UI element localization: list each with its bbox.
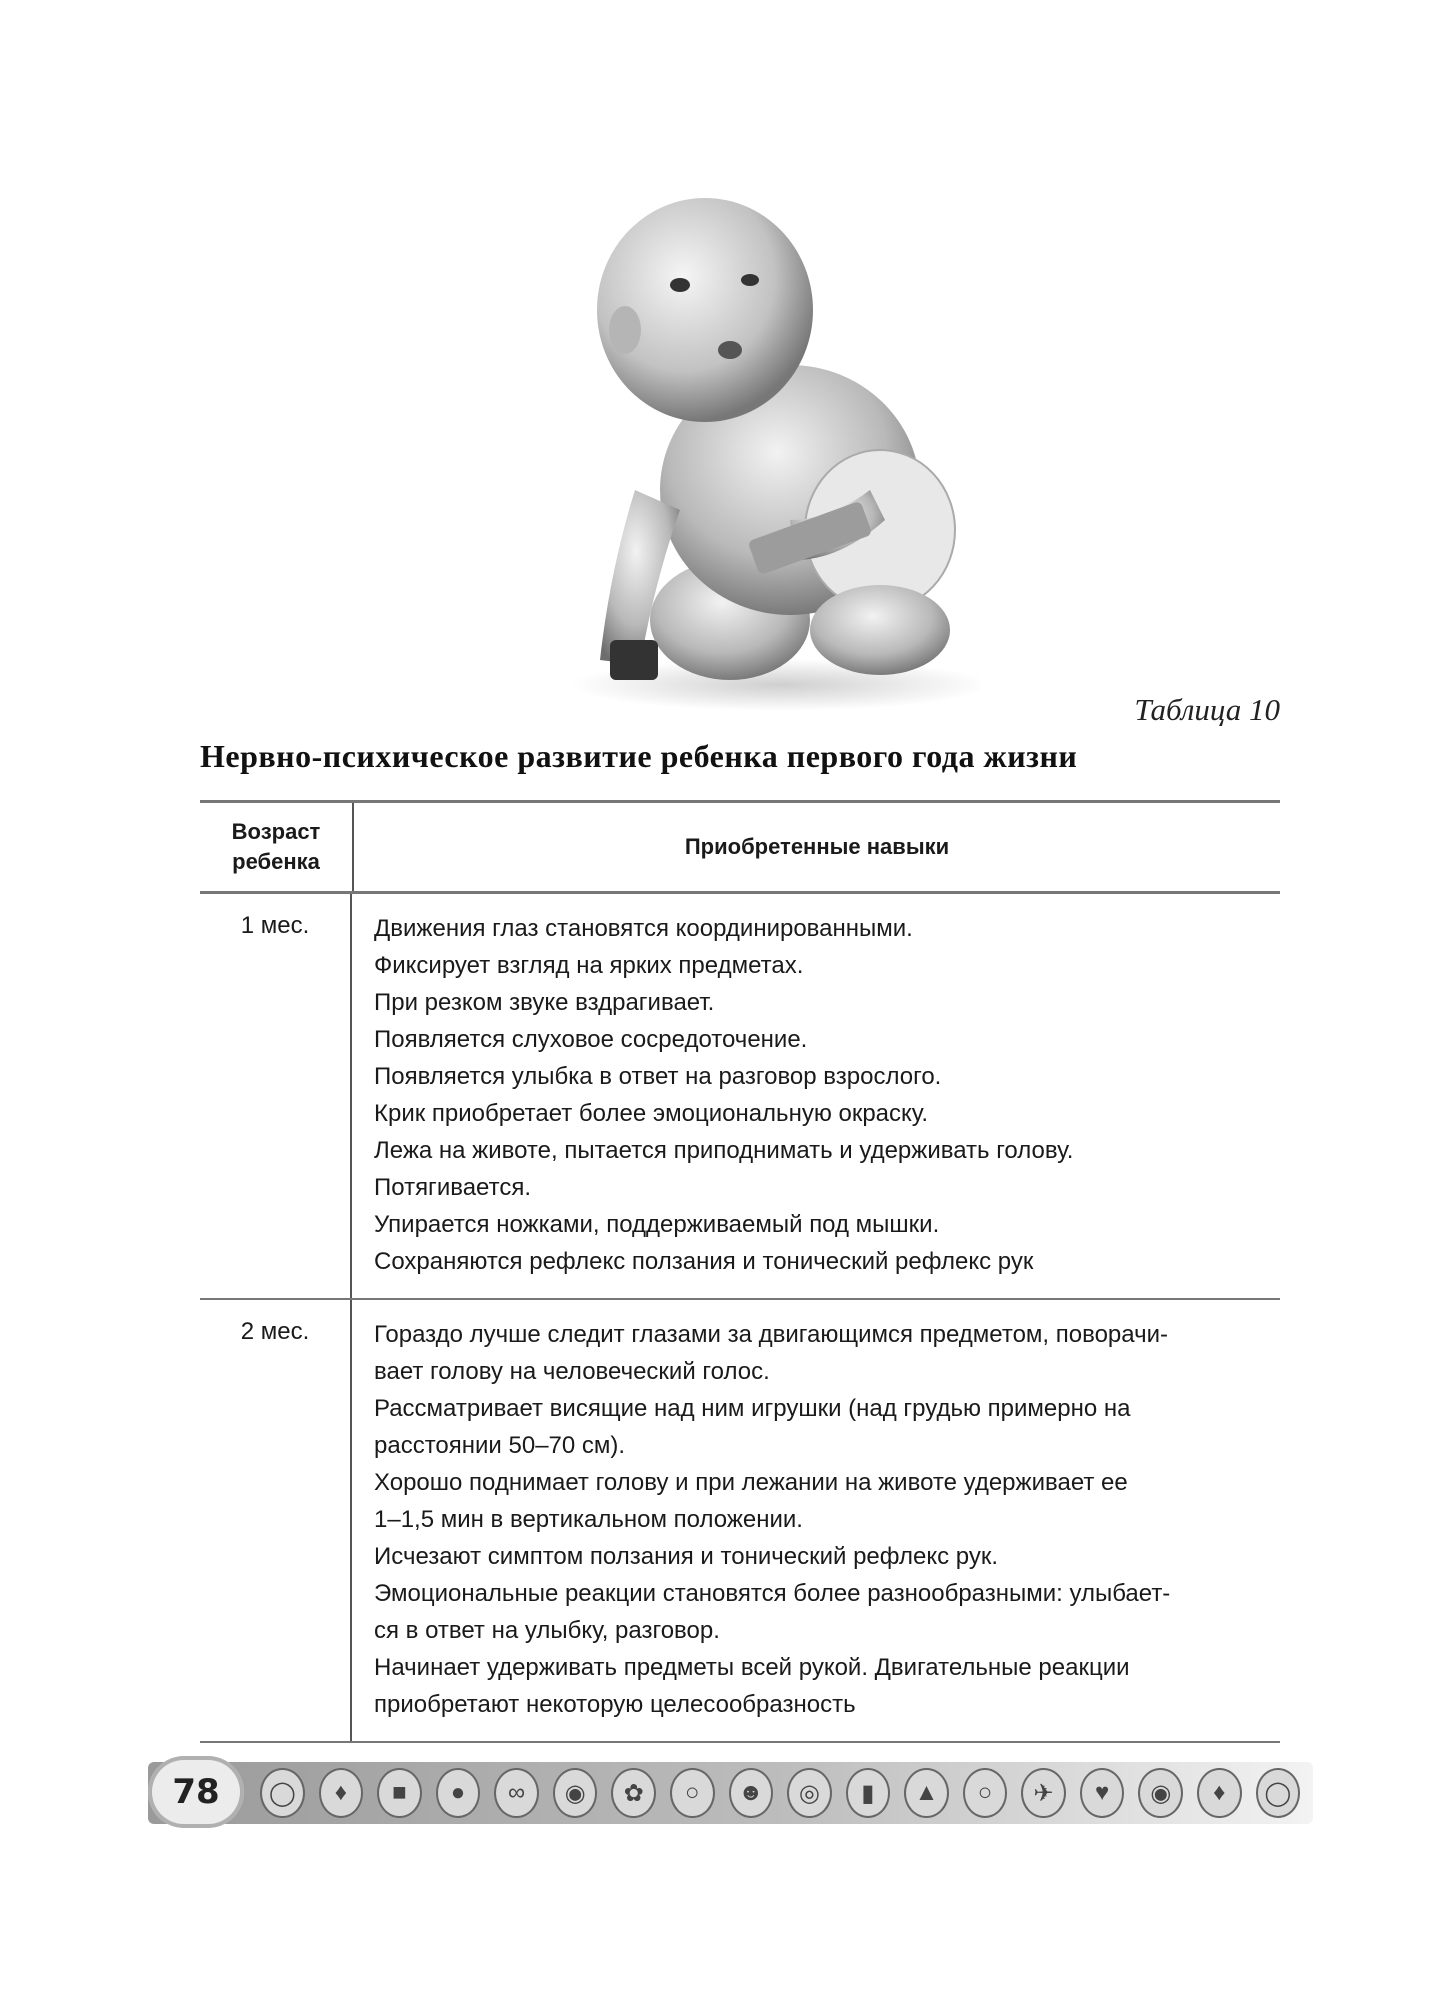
toy-car-icon: ▲ [904,1768,949,1818]
table-header [200,800,1280,894]
skill-line: вает голову на человеческий голос. [374,1358,770,1385]
bodysuit-icon: ♦ [1197,1768,1242,1818]
age-cell: 1 мес. [200,894,352,1298]
duck-icon: ♥ [1080,1768,1125,1818]
age-column-header [200,803,354,891]
stroller-icon: ◯ [1256,1768,1301,1818]
bottle-icon: ▮ [846,1768,891,1818]
safety-pin-icon: ∞ [494,1768,539,1818]
skills-cell [352,1300,1280,1741]
skill-line: Начинает удерживать предметы всей рукой. Двигательные реакции [374,1654,1130,1681]
ball-icon: ● [436,1768,481,1818]
table-caption: Таблица 10 [1134,692,1280,727]
table-row [200,894,1280,1300]
skill-line: расстоянии 50–70 см). [374,1432,626,1459]
teddy-bear-icon: ☻ [729,1768,774,1818]
footer-icons [260,1764,1300,1822]
skill-line: Движения глаз становятся координированными. [374,915,913,942]
skill-line: Гораздо лучше следит глазами за двигающимся предметом, поворачи- [374,1321,1169,1348]
skill-line: приобретают некоторую целесообразность [374,1691,856,1718]
skill-line: Потягивается. [374,1174,531,1201]
development-table [200,800,1280,1743]
skill-line: Появляется слуховое сосредоточение. [374,1026,808,1053]
baby-illustration [540,190,980,710]
skill-line: 1–1,5 мин в вертикальном положении. [374,1506,803,1533]
skill-line: Лежа на животе, пытается приподнимать и удерживать голову. [374,1137,1074,1164]
skill-line: Рассматривает висящие над ним игрушки (над грудью примерно на [374,1395,1131,1422]
baby-photo [540,190,980,710]
skill-line: Фиксирует взгляд на ярких предметах. [374,952,804,979]
age-header-line2: ребенка [232,849,320,874]
skill-line: Упирается ножками, поддерживаемый под мышки. [374,1211,940,1238]
skill-line: ся в ответ на улыбку, разговор. [374,1617,720,1644]
rattle-icon: ○ [670,1768,715,1818]
skill-line: Исчезают симптом ползания и тонический рефлекс рук. [374,1543,999,1570]
table-row [200,1300,1280,1743]
skills-cell [352,894,1280,1298]
skill-line: Эмоциональные реакции становятся более разнообразными: улыбает- [374,1580,1171,1607]
skill-line: Хорошо поднимает голову и при лежании на животе удерживает ее [374,1469,1128,1496]
shirt-icon: ■ [377,1768,422,1818]
airplane-icon: ✈ [1021,1768,1066,1818]
pacifier-icon: ◉ [553,1768,598,1818]
rattle-icon: ○ [963,1768,1008,1818]
butterfly-icon: ✿ [611,1768,656,1818]
skills-column-header: Приобретенные навыки [684,834,950,859]
age-cell: 2 мес. [200,1300,352,1741]
skill-line: При резком звуке вздрагивает. [374,989,715,1016]
skill-line: Сохраняются рефлекс ползания и тонический рефлекс рук [374,1248,1034,1275]
bodysuit-icon: ♦ [319,1768,364,1818]
table-title: Нервно-психическое развитие ребенка первого года жизни [200,738,1078,774]
plate-icon: ◎ [787,1768,832,1818]
pacifier-icon: ◉ [1138,1768,1183,1818]
stroller-icon: ◯ [260,1768,305,1818]
age-header-line1: Возраст [231,819,321,844]
skill-line: Крик приобретает более эмоциональную окраску. [374,1100,929,1127]
skill-line: Появляется улыбка в ответ на разговор взрослого. [374,1063,942,1090]
page-number: 78 [148,1756,244,1828]
